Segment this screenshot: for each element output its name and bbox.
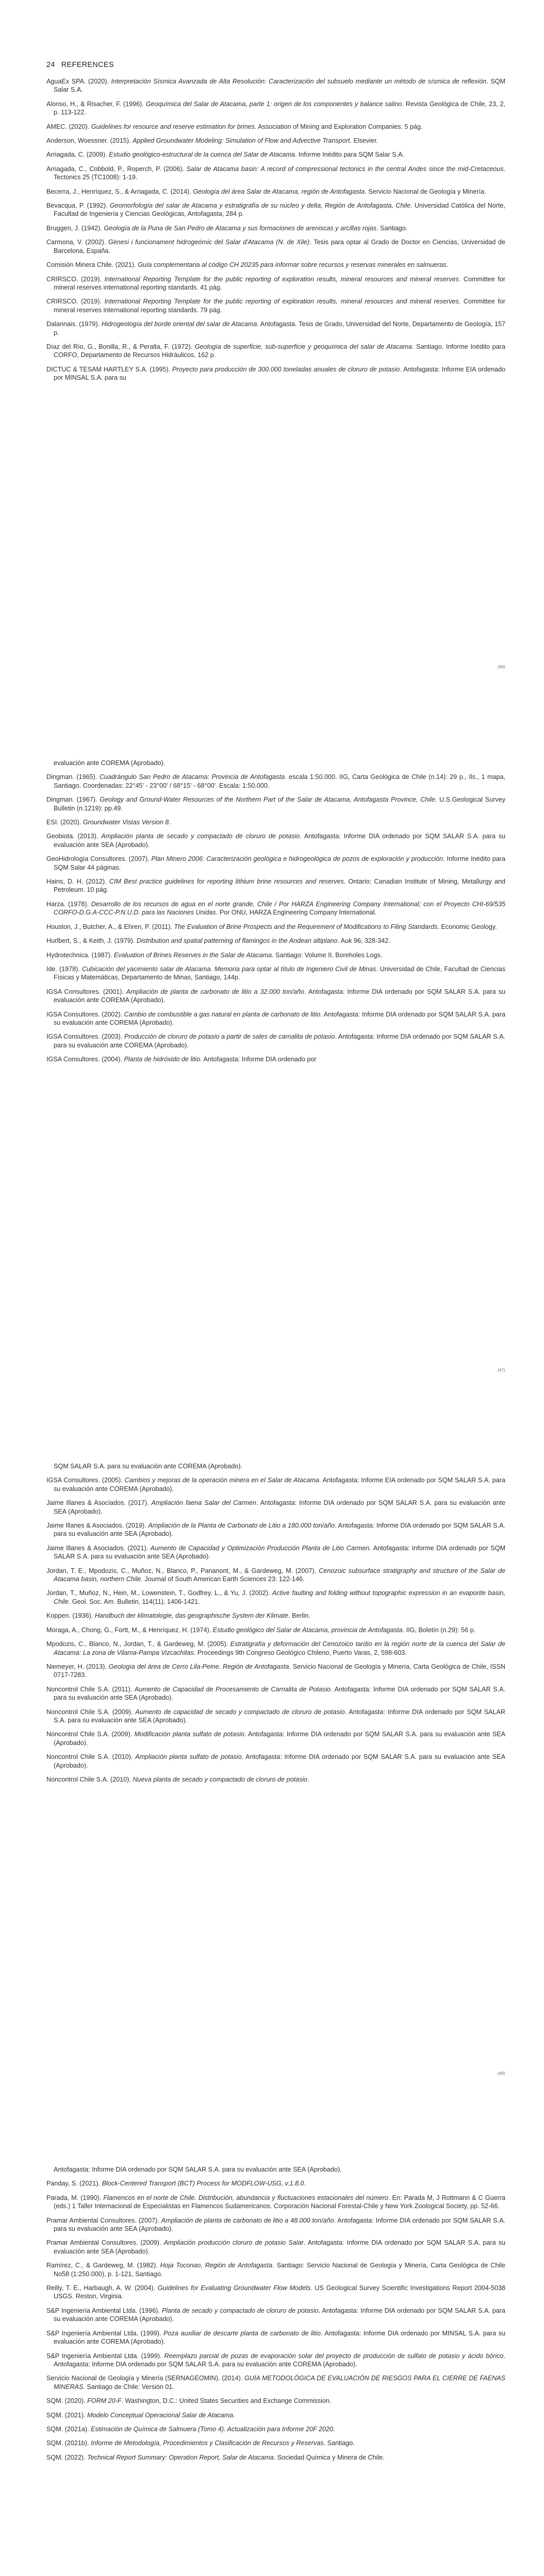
reference-publisher: . Antofagasta: Informe DIA ordenado por SQM SALAR S.A. para su evaluación ante COREMA (Aprobado). <box>54 1033 506 1049</box>
reference-entry <box>46 150 505 159</box>
reference-publisher: . Antofagasta: Informe DIA ordenado por SQM SALAR S.A. para su evaluación ante COREMA (Aprobado). <box>54 2307 506 2323</box>
reference-title: Cuadrángulo San Pedro de Atacama: Provincia de Antofagasta <box>99 773 285 781</box>
reference-title: Block-Centered Transport (BCT) Process for MODFLOW-USG, v.1.8.0 <box>102 2180 304 2188</box>
reference-title: Ampliación planta de secado y compactado de cloruro de potasio <box>101 833 300 840</box>
reference-publisher: . Geol. Soc. Am. Bulletin, 114(11), 1406-1421. <box>68 1598 200 1605</box>
reference-publisher: . Antofagasta: Informe DIA ordenado por SQM SALAR S.A. para su evaluación ante SEA (Aprobado). <box>54 1685 505 1702</box>
reference-author-year: Alonso, H., & Risacher, F. (1996). <box>46 100 146 108</box>
reference-publisher: . Ontario: Canadian Institute of Mining, Metallurgy and Petroleum. 10 pág. <box>54 878 505 894</box>
reference-author-year: Mpodozis, C., Blanco, N., Jordan, T., & Gardeweg, M. (2005). <box>46 1640 230 1648</box>
reference-author-year: SQM. (2021b). <box>46 2439 91 2447</box>
reference-entry <box>46 773 505 790</box>
reference-publisher: . Journal of South American Earth Sciences 23: 122-146. <box>141 1575 305 1583</box>
reference-entry <box>46 1010 505 1027</box>
reference-author-year: Jaime Illanes & Asociados. (2017). <box>46 1499 152 1507</box>
reference-author-year: CRIRSCO. (2019). <box>46 275 105 283</box>
reference-entry <box>46 1544 505 1561</box>
reference-publisher: . Washington, D.C.: United States Securities and Exchange Commission. <box>121 2397 332 2405</box>
reference-title: Informe de Metodología, Procedimientos y Clasificación de Recursos y Reservas <box>91 2439 324 2447</box>
reference-publisher: . Sociedad Química y Minera de Chile. <box>273 2453 385 2461</box>
reference-entry <box>46 77 505 94</box>
reference-entry <box>46 365 505 382</box>
reference-author-year: Noncontrol Chile S.A. (2010). <box>46 1775 133 1783</box>
reference-publisher: . Santiago. Informe Inédito para CORFO, Departamento de Recursos Hidráulicos, 162 p. <box>54 343 505 359</box>
reference-title: Hidrogeología del borde oriental del salar de Atacama <box>101 320 257 328</box>
reference-author-year: Niemeyer, H. (2013). <box>46 1663 109 1670</box>
reference-list <box>46 1462 505 1789</box>
reference-author-year: S&P Ingeniería Ambiental Ltda. (1999). <box>46 2352 164 2360</box>
reference-title: Planta de hidróxido de litio <box>124 1056 201 1063</box>
reference-author-year: IGSA Consultores. (2003). <box>46 1033 124 1041</box>
reference-entry <box>46 1499 505 1516</box>
reference-entry <box>46 795 505 812</box>
reference-title: Geología de la Puna de San Pedro de Atacama y sus formaciones de areniscas y arcillas rojas <box>104 224 377 232</box>
reference-title: Proyecto para producción de 300.000 toneladas anuales de cloruro de potasio <box>172 365 400 373</box>
reference-entry <box>46 1708 505 1725</box>
reference-publisher: . Antofagasta: Informe DIA ordenado por SQM SALAR S.A. para su evaluación ante SEA (Aprobado). <box>54 1544 505 1561</box>
reference-title: Flamencos en el norte de Chile. Distribución, abundancia y fluctuaciones estacionales del número <box>103 2194 388 2201</box>
reference-entry <box>46 2374 505 2391</box>
reference-entry <box>46 1476 505 1493</box>
reference-title: The Evaluation of Brine Prospects and the Requirement of Modifications to Filing Standards <box>174 923 438 930</box>
reference-author-year: Moraga, A., Chong, G., Fortt, M., & Henríquez, H. (1974). <box>46 1626 213 1634</box>
reference-author-year: Ide. (1978). <box>46 965 82 973</box>
reference-entry <box>46 988 505 1005</box>
reference-title: Active faulting and folding without topographic expression in an evaporite basin, Chile <box>54 1589 505 1605</box>
reference-entry <box>46 201 505 218</box>
page-1 <box>0 0 544 703</box>
reference-publisher: . Tectonics 25 (TC1008): 1-19. <box>54 165 506 181</box>
reference-author-year: Servicio Nacional de Geología y Minería (SERNAGEOMIN). (2014). <box>46 2375 244 2382</box>
reference-author-year: Harza. (1978). <box>46 900 91 908</box>
reference-author-year: AguaEx SPA. (2020). <box>46 78 111 85</box>
reference-entry <box>46 320 505 337</box>
reference-title: Nueva planta de secado y compactado de cloruro de potasio <box>133 1775 308 1783</box>
reference-publisher: . Antofagasta: Informe DIA ordenado por SQM SALAR S.A. para su evaluación ante SEA (Aprobado). <box>54 1731 506 1747</box>
reference-title: Cubicación del yacimiento salar de Atacama. Memoria para optar al título de Ingeniero Civil de Minas <box>81 965 376 973</box>
reference-entry <box>46 2352 505 2369</box>
reference-entry <box>46 877 505 894</box>
reference-title: Salar de Atacama basin: A record of compressional tectonics in the central Andes since the mid-Cretaceous <box>186 165 504 173</box>
reference-title: Modelo Conceptual Operacional Salar de Atacama <box>87 2411 234 2419</box>
header-section-title: REFERENCES <box>61 61 114 69</box>
reference-title: CIM Best practice guidelines for reporting lithium brine resources and reserves <box>109 878 344 886</box>
reference-entry <box>46 1626 505 1634</box>
reference-publisher: . Auk 96, 328-342. <box>337 937 390 945</box>
reference-entry <box>46 224 505 232</box>
reference-entry <box>46 2329 505 2346</box>
reference-publisher: . Proceedings 9th Congreso Geológico Chileno, Puerto Varas, 2, 598-603. <box>193 1649 407 1656</box>
reference-title: Interpretación Sísmica Avanzada de Alta Resolución: Caracterización del subsuelo mediante un método de sísmica de reflexión <box>111 78 487 85</box>
reference-author-year: Pramar Ambiental Consultores. (2009). <box>46 2239 164 2247</box>
reference-list <box>46 77 505 388</box>
reference-author-year: Jaime Illanes & Asociados. (2021). <box>46 1544 151 1552</box>
reference-publisher: . Informe Inédito para SQM Salar S.A. <box>294 151 404 159</box>
reference-title: Aumento de capacidad de secado y compactado de cloruro de potasio <box>135 1708 345 1716</box>
reference-title: Plan Minero 2006: Caracterización geológica e hidrogeológica de pozos de exploración y producción <box>151 855 443 863</box>
reference-author-year: IGSA Consultores. (2004). <box>46 1056 124 1063</box>
reference-entry <box>46 123 505 131</box>
reference-author-year: ESI. (2020). <box>46 819 83 826</box>
reference-title: International Reporting Template for the public reporting of exploration results, mineral resources and mineral reserves <box>104 275 459 283</box>
reference-publisher: . <box>304 2180 306 2188</box>
reference-entry <box>46 2239 505 2256</box>
reference-publisher: . Antofagasta: Informe DIA ordenado por SQM SALAR S.A. para su evaluación ante SEA (Aprobado). <box>54 2216 505 2233</box>
reference-title: Cenozoic subsurface stratigraphy and structure of the Salar de Atacama basin, northern Chile <box>54 1567 505 1583</box>
reference-author-year: Jordan, T., Muñoz, N., Hein, M., Lowenstein, T., Godfrey, L., & Yu, J. (2002). <box>46 1589 272 1597</box>
reference-author-year: SQM. (2021). <box>46 2411 88 2419</box>
reference-title: Guidelines for resource and reserve estimation for brines <box>91 123 255 130</box>
reference-entry <box>46 818 505 826</box>
reference-publisher: . Antofagasta: Informe DIA ordenado por SQM SALAR S.A. para su evaluación ante COREMA (Aprobado). <box>54 1010 506 1026</box>
reference-author-year: S&P Ingeniería Ambiental Ltda. (1996). <box>46 2307 162 2314</box>
reference-continuation <box>46 2165 505 2174</box>
reference-author-year: Jordan, T. E., Mpodozis, C., Muñoz, N., Blanco, P., Pananont, M., & Gardeweg, M. (2007). <box>46 1567 319 1574</box>
reference-title: Geología del área de Cerro Lila-Peine. Región de Antofagasta <box>108 1663 289 1670</box>
reference-title: Ampliación de planta de carbonato de litio a 48.000 ton/año <box>161 2216 334 2224</box>
reference-publisher: . En: Parada M, J Rottmann & C Guerra (eds.) 1 Taller Internacional de Especialistas en Flamencos Sudamericanos. Corporación Nacional Forestal-Chile y New York Zoological Society, pp. 52-66. <box>54 2194 505 2210</box>
reference-author-year: Comisión Minera Chile. (2021). <box>46 261 138 269</box>
reference-entry <box>46 261 505 269</box>
reference-title: Aumento de Capacidad de Procesamiento de Carnalita de Potasio <box>134 1685 331 1693</box>
reference-publisher: . Economic Geology. <box>437 923 497 930</box>
reference-author-year: Dalannais. (1979). <box>46 320 102 328</box>
reference-publisher: . Revista Geológica de Chile, 23, 2, p. 113-122. <box>54 100 505 116</box>
reference-author-year: AMEC. (2020). <box>46 123 91 130</box>
page-footer-label: (46) <box>498 665 505 669</box>
reference-publisher: . Antofagasta: Informe DIA ordenado por SQM SALAR S.A. para su evaluación ante COREMA (Aprobado). <box>54 988 506 1004</box>
reference-publisher: . US Geological Survey Scientific Investigations Report 2004-5038 USGS. Reston, Virginia. <box>54 2284 506 2300</box>
reference-author-year: Reilly, T. E., Harbaugh, A. W. (2004). <box>46 2284 158 2292</box>
reference-entry <box>46 343 505 360</box>
reference-title: Desarrollo de los recursos de agua en el norte grande, Chile / Por HARZA Engineering Company International; con el Proyecto CHI-69/535 CORFO-D.G.A-CCC-P.N.U.D. para las Naciones Unidas <box>54 900 505 917</box>
reference-publisher: . Antofagasta: Informe DIA ordenado por SQM SALAR S.A. para su evaluación ante SEA (Aprobado). <box>54 1753 505 1769</box>
reference-title: Handbuch der klimatologie, das geographische System der Klimate <box>94 1612 289 1620</box>
reference-entry <box>46 2411 505 2419</box>
reference-publisher: . Antofagasta: Informe DIA ordenado por SQM SALAR S.A. para su evaluación ante SEA (Aprobado). <box>54 1522 505 1538</box>
reference-publisher: . <box>307 1775 309 1783</box>
reference-author-year: S&P Ingeniería Ambiental Ltda. (1999). <box>46 2329 164 2337</box>
reference-author-year: DICTUC & TESAM HARTLEY S.A. (1995). <box>46 365 173 373</box>
reference-entry <box>46 951 505 959</box>
reference-entry <box>46 2307 505 2324</box>
header-page-number: 24 <box>46 61 55 69</box>
reference-entry <box>46 1612 505 1620</box>
reference-entry <box>46 923 505 931</box>
reference-entry <box>46 2284 505 2301</box>
reference-author-year: Becerra, J., Henríquez, S., & Arriagada, C. (2014). <box>46 188 193 195</box>
reference-author-year: Parada, M. (1990). <box>46 2194 104 2201</box>
reference-publisher: . Universidad de Chile, Facultad de Ciencias Físicas y Matemáticas, Departamento de Minas, Santiago, 144p. <box>54 965 505 981</box>
reference-title: Evaluation of Brines Reserves in the Salar de Atacama <box>113 951 272 959</box>
reference-publisher: . Por ONU, HARZA Engineering Company International. <box>216 909 377 917</box>
reference-author-year: Panday, S. (2021). <box>46 2180 102 2188</box>
reference-publisher: . <box>169 819 171 826</box>
reference-publisher: . Tesis para optar al Grado de Doctor en Ciencias, Universidad de Barcelona, España. <box>54 239 506 255</box>
page-footer-label: (48) <box>498 2071 505 2076</box>
reference-publisher: . Antofagasta: Informe DIA ordenado por SQM SALAR S.A. para su evaluación ante SEA (Aprobado). <box>54 833 505 849</box>
reference-title: Groundwater Vistas Version 8 <box>83 819 169 826</box>
reference-entry <box>46 1753 505 1770</box>
reference-title: Guidelines for Evaluating Groundwater Flow Models <box>157 2284 311 2292</box>
reference-publisher: . Santiago: Volume II, Boreholes Logs. <box>272 951 383 959</box>
reference-title: Hoja Toconao, Región de Antofagasta <box>160 2262 273 2269</box>
reference-author-year: Arriagada, C. (2009). <box>46 151 109 159</box>
reference-publisher: . Berlin. <box>288 1612 310 1620</box>
reference-author-year: Díaz del Río, G., Bonilla, R., & Peralta, F. (1972). <box>46 343 195 350</box>
reference-entry <box>46 1055 505 1063</box>
reference-author-year: Arriagada, C., Cobbold, P., Roperch, P. (2006). <box>46 165 187 173</box>
reference-title: Estudio geológico del Salar de Atacama, provincia de Antofagasta <box>212 1626 403 1634</box>
reference-title: Geología de superficie, sub-superficie y geoquímica del salar de Atacama <box>194 343 413 350</box>
reference-continuation <box>46 1462 505 1470</box>
reference-entry <box>46 1685 505 1702</box>
reference-entry <box>46 965 505 982</box>
reference-title: Geomorfología del salar de Atacama y estratigrafía de su núcleo y delta, Región de Antofagasta, Chile <box>109 202 410 210</box>
reference-entry <box>46 2216 505 2233</box>
reference-publisher: . Antofagasta: Informe DIA ordenado por SQM SALAR S.A. para su evaluación ante SEA (Aprobado). <box>54 1499 505 1515</box>
reference-title: Ampliación de la Planta de Carbonato de Litio a 180.000 ton/año <box>148 1522 335 1530</box>
reference-entry <box>46 1589 505 1606</box>
reference-author-year: Dingman. (1965). <box>46 773 100 781</box>
reference-publisher: . <box>233 2411 235 2419</box>
reference-entry <box>46 1032 505 1049</box>
reference-list <box>46 2165 505 2467</box>
reference-title: Planta de secado y compactado de cloruro de potasio <box>161 2307 319 2314</box>
reference-title: Ampliación de planta de carbonato de litio a 32.000 ton/año <box>126 988 305 995</box>
reference-author-year: Koppen. (1936). <box>46 1612 95 1620</box>
reference-entry <box>46 1521 505 1538</box>
reference-publisher: . Santiago: Servicio Nacional de Geología y Minería, Carta Geológica de Chile No58 (1:250.000), p. 1-121, Santiago. <box>54 2262 505 2278</box>
reference-author-year: IGSA Consultores. (2005). <box>46 1477 125 1484</box>
reference-author-year: Pramar Ambiental Consultores. (2007). <box>46 2216 161 2224</box>
reference-title: Geology and Ground-Water Resources of the Northern Part of the Salar de Atacama, Antofagasta Province, Chile <box>100 796 435 804</box>
reference-publisher: . Informe Inédito para SQM Salar 44 páginas. <box>54 855 505 871</box>
reference-entry <box>46 1730 505 1747</box>
reference-publisher: . IIG, Boletín (n.29): 56 p. <box>402 1626 476 1634</box>
reference-entry <box>46 1567 505 1584</box>
reference-entry <box>46 900 505 917</box>
reference-title: Cambios y mejoras de la operación minera en el Salar de Atacama <box>124 1477 319 1484</box>
reference-title: Modificación planta sulfato de potasio <box>134 1731 244 1738</box>
reference-title: Gènesi i funcionament hidrogeòmic del Salar d'Atacama (N. de Xile) <box>108 239 310 246</box>
reference-title: Aumento de Capacidad y Optimización Producción Planta de Litio Carmen <box>150 1544 370 1552</box>
reference-title: Technical Report Summary: Operation Report, Salar de Atacama <box>87 2453 274 2461</box>
reference-entry <box>46 2261 505 2278</box>
reference-title: Reemplazo parcial de pozas de evaporación solar del proyecto de producción de sulfato de potasio y ácido bórico <box>164 2352 504 2360</box>
reference-title: Cambio de combustible a gas natural en planta de carbonato de litio <box>124 1010 321 1018</box>
reference-author-year: Geobiota. (2013). <box>46 833 102 840</box>
reference-entry <box>46 937 505 945</box>
reference-title: Guía complementaria al código CH 20235 para informar sobre recursos y reservas minerales en salmueras <box>138 261 447 269</box>
reference-author-year: Anderson, Woessner. (2015). <box>46 137 133 145</box>
reference-title: Producción de cloruro de potasio a partir de sales de carnalita de potasio <box>124 1033 335 1041</box>
reference-entry <box>46 2194 505 2211</box>
reference-entry <box>46 188 505 196</box>
reference-entry <box>46 165 505 182</box>
reference-publisher: . Committee for mineral reserves international reporting standards. 41 pág. <box>54 275 505 291</box>
reference-title: Estudio geológico-estructural de la cuenca del Salar de Atacama <box>109 151 295 159</box>
reference-continuation <box>46 759 505 767</box>
reference-author-year: SQM. (2021a). <box>46 2425 91 2433</box>
reference-title: Geoquímica del Salar de Atacama, parte 1: origen de los componentes y balance salino <box>145 100 402 108</box>
reference-entry <box>46 2179 505 2188</box>
reference-title: Estratigrafía y deformación del Cenozoico tardío en la región norte de la cuenca del Salar de Atacama: La zona de Vilama-Pampa Vizcachitas <box>54 1640 506 1656</box>
reference-entry <box>46 1640 505 1657</box>
reference-entry <box>46 2397 505 2405</box>
reference-author-year: SQM SALAR S.A. para su evaluación ante COREMA (Aprobado). <box>54 1463 243 1470</box>
reference-author-year: Houston, J., Butcher, A., & Ehren, P. (2011). <box>46 923 174 930</box>
reference-publisher: . Servicio Nacional de Geología y Minería, Carta Geológica de Chile, ISSN 0717-7283. <box>54 1663 506 1679</box>
reference-publisher: . Santiago. <box>323 2439 355 2447</box>
reference-title: Distribution and spatial patterning of flamingos in the Andean altiplano <box>136 937 338 945</box>
reference-author-year: Jaime Illanes & Asociados. (2019). <box>46 1522 149 1530</box>
reference-author-year: Noncontrol Chile S.A. (2010). <box>46 1753 136 1761</box>
reference-publisher: . escala 1:50.000. IIG, Carta Geológica de Chile (n.14): 29 p., Ils., 1 mapa, Santiago. Coordenadas: 22°45' - 23°00' / 68°15' - 68°00'. Escala: 1:50.000. <box>54 773 505 789</box>
reference-entry <box>46 2439 505 2447</box>
reference-publisher: . Servicio Nacional de Geología y Minería. <box>365 188 486 195</box>
reference-author-year: evaluación ante COREMA (Aprobado). <box>54 759 166 767</box>
page-4 <box>0 2110 544 2576</box>
reference-title: Ampliación faena Salar del Carmen <box>151 1499 256 1507</box>
reference-publisher: . <box>446 261 449 269</box>
reference-title: Applied Groundwater Modeling: Simulation of Flow and Advective Transport <box>133 137 350 145</box>
reference-author-year: Carmona, V. (2002). <box>46 239 108 246</box>
reference-entry <box>46 100 505 117</box>
reference-publisher: . Antofagasta: Informe DIA ordenado por <box>200 1056 317 1063</box>
reference-publisher: . Antofagasta. Tesis de Grado, Universidad del Norte, Departamento de Geología, 157 p. <box>54 320 505 336</box>
reference-entry <box>46 1775 505 1784</box>
reference-entry <box>46 832 505 849</box>
page-header <box>46 61 114 69</box>
reference-publisher: . Antofagasta: Informe EIA ordenado por SQM SALAR S.A. para su evaluación ante COREMA (Aprobado). <box>54 1477 506 1493</box>
reference-author-year: SQM. (2022). <box>46 2453 88 2461</box>
reference-publisher: . SQM Salar S.A. <box>54 78 506 94</box>
reference-list <box>46 759 505 1070</box>
reference-publisher: . Committee for mineral reserves international reporting standards. 79 pág. <box>54 298 505 314</box>
reference-publisher: . Antofagasta: Informe DIA ordenado por SQM SALAR S.A. para su evaluación ante COREMA (Aprobado). <box>54 2352 505 2368</box>
reference-author-year: Noncontrol Chile S.A. (2009). <box>46 1731 135 1738</box>
reference-author-year: Dingman. (1967). <box>46 796 100 804</box>
reference-entry <box>46 297 505 314</box>
page-footer-label: (47) <box>498 1368 505 1372</box>
reference-entry <box>46 137 505 145</box>
reference-author-year: Bruggen, J. (1942). <box>46 224 104 232</box>
reference-author-year: IGSA Consultores. (2002). <box>46 1010 124 1018</box>
reference-author-year: IGSA Consultores. (2001). <box>46 988 126 995</box>
reference-author-year: GeoHidrología Consultores. (2007). <box>46 855 152 863</box>
reference-entry <box>46 2425 505 2433</box>
page-3 <box>0 1406 544 2110</box>
reference-publisher: . Antofagasta: Informe DIA ordenado por SQM SALAR S.A. para su evaluación ante SEA (Aprobado). <box>54 1708 505 1724</box>
reference-author-year: Hains, D. H. (2012). <box>46 878 109 886</box>
reference-entry <box>46 238 505 255</box>
reference-author-year: Bevacqua, P. (1992). <box>46 202 110 210</box>
reference-author-year: SQM. (2020). <box>46 2397 88 2405</box>
reference-title: International Reporting Template for the public reporting of exploration results, mineral resources and mineral reserves <box>104 298 459 306</box>
reference-publisher: . U.S.Geological Survey Bulletin (n.1219): pp.49. <box>54 796 505 812</box>
reference-author-year: Antofagasta: Informe DIA ordenado por SQM SALAR S.A. para su evaluación ante SEA (Aprobado). <box>54 2166 342 2173</box>
reference-publisher: . Elsevier. <box>350 137 378 145</box>
reference-entry <box>46 2453 505 2462</box>
reference-publisher: . Association of Mining and Exploration Companies. 5 pág. <box>254 123 423 130</box>
reference-title: Ampliación producción cloruro de potasio Salar <box>163 2239 304 2247</box>
reference-publisher: . Antofagasta: Informe DIA ordenado por MINSAL S.A. para su evaluación ante COREMA (Aprobado). <box>54 2329 505 2346</box>
reference-entry <box>46 1663 505 1680</box>
reference-title: GUÍA METODOLÓGICA DE EVALUACIÓN DE RIESGOS PARA EL CIERRE DE FAENAS MINERAS <box>54 2375 506 2391</box>
reference-publisher: . Antofagasta: Informe DIA ordenado por SQM SALAR S.A. para su evaluación ante SEA (Aprobado). <box>54 2239 506 2255</box>
reference-publisher: . Santiago de Chile: Versión 01. <box>83 2383 174 2391</box>
reference-title: Geología del área Salar de Atacama, región de Antofagasta <box>193 188 365 195</box>
reference-author-year: Hurlbert, S., & Keith, J. (1979). <box>46 937 137 945</box>
reference-entry <box>46 275 505 292</box>
reference-author-year: CRIRSCO. (2019). <box>46 298 105 306</box>
reference-publisher: . Universidad Católica del Norte, Facultad de Ingeniería y Ciencias Geológicas, Antofagasta, 284 p. <box>54 202 505 218</box>
reference-entry <box>46 855 505 872</box>
reference-publisher: . Santiago. <box>376 224 408 232</box>
reference-author-year: Noncontrol Chile S.A. (2009). <box>46 1708 136 1716</box>
reference-title: Ampliación planta sulfato de potasio <box>135 1753 242 1761</box>
reference-publisher: . <box>333 2425 335 2433</box>
reference-title: Poza auxiliar de descarte planta de carbonato de litio <box>163 2329 321 2337</box>
reference-title: Estimación de Química de Salmuera (Tomo 4). Actualización para Informe 20F 2020 <box>91 2425 334 2433</box>
reference-author-year: Noncontrol Chile S.A. (2011). <box>46 1685 135 1693</box>
page-2 <box>0 703 544 1406</box>
reference-publisher: . Antofagasta: Informe EIA ordenado por MINSAL S.A. para su <box>54 365 506 382</box>
reference-author-year: Ramírez, C., & Gardeweg, M. (1982). <box>46 2262 160 2269</box>
reference-author-year: Hydrotechnica. (1987). <box>46 951 114 959</box>
reference-title: FORM 20-F <box>87 2397 122 2405</box>
